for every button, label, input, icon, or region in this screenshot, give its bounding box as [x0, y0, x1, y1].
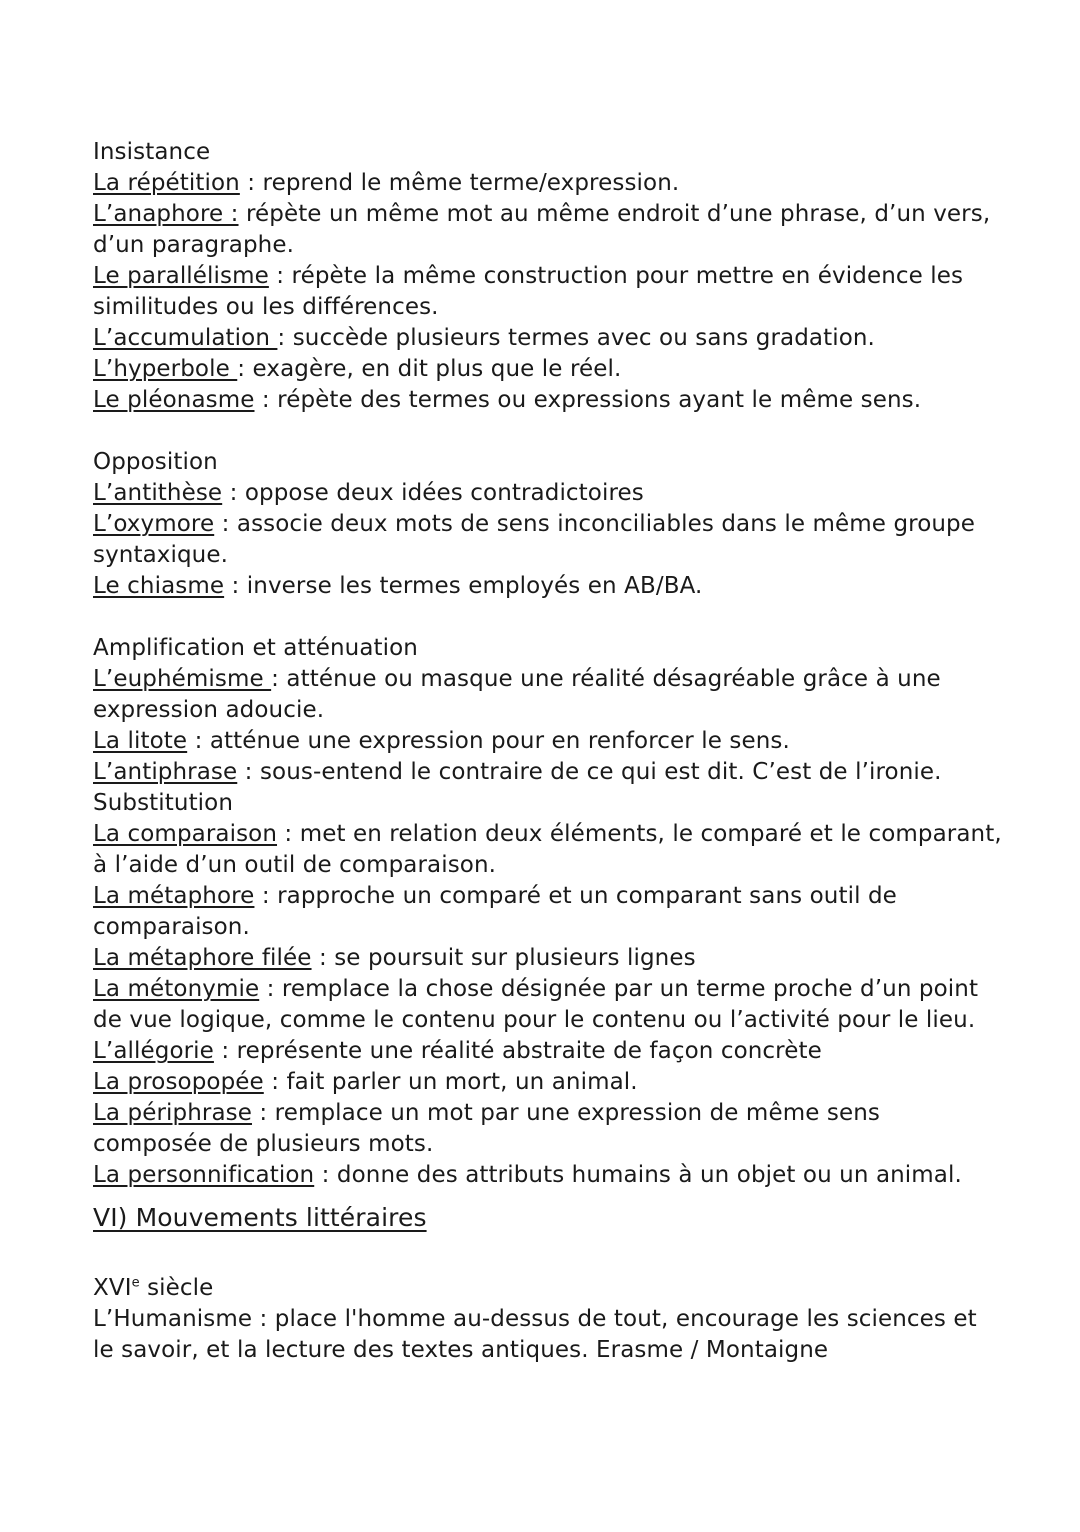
figure-definition-continued: syntaxique.	[93, 542, 229, 568]
figure-entry: L’hyperbole : exagère, en dit plus que le réel.	[93, 356, 622, 382]
figure-entry	[93, 199, 1003, 230]
figure-definition-continued: d’un paragraphe.	[93, 232, 295, 258]
figure-term: L’hyperbole	[93, 356, 238, 382]
figure-term: La métaphore filée	[93, 945, 312, 971]
figure-definition: remplace un mot par une expression de même sens	[274, 1100, 880, 1126]
figure-entry: La personnification : donne des attributs humains à un objet ou un animal.	[93, 1162, 962, 1188]
figure-term: L’accumulation	[93, 325, 278, 351]
figure-definition-continued: expression adoucie.	[93, 697, 325, 723]
figure-definition: inverse les termes employés en AB/BA.	[246, 573, 703, 599]
movement-description: L’Humanisme : place l'homme au-dessus de tout, encourage les sciences et	[93, 1306, 977, 1332]
figure-term: La personnification	[93, 1162, 315, 1188]
section-title: VI) Mouvements littéraires	[93, 1203, 427, 1232]
figure-definition: répète un même mot au même endroit d’une phrase, d’un vers,	[245, 201, 991, 227]
figure-term: L’allégorie	[93, 1038, 214, 1064]
figure-definition: atténue une expression pour en renforcer le sens.	[209, 728, 790, 754]
figure-definition: se poursuit sur plusieurs lignes	[334, 945, 696, 971]
spacer	[93, 1253, 1003, 1273]
century-heading: XVIe siècle	[93, 1275, 214, 1301]
figure-definition-continued: similitudes ou les différences.	[93, 294, 439, 320]
figure-entry: L’oxymore : associe deux mots de sens inconciliables dans le même groupe	[93, 511, 975, 537]
figure-term: Le pléonasme	[93, 387, 255, 413]
figure-entry: L’antiphrase : sous-entend le contraire de ce qui est dit. C’est de l’ironie.	[93, 759, 942, 785]
figure-definition: sous-entend le contraire de ce qui est dit. C’est de l’ironie.	[259, 759, 942, 785]
figure-entry: Le pléonasme : répète des termes ou expressions ayant le même sens.	[93, 387, 922, 413]
figure-term: L’oxymore	[93, 511, 215, 537]
figure-entry: L’antithèse : oppose deux idées contradictoires	[93, 480, 644, 506]
figure-definition: répète des termes ou expressions ayant le même sens.	[277, 387, 922, 413]
figure-entry: La répétition : reprend le même terme/expression.	[93, 170, 680, 196]
figure-entry: La métaphore : rapproche un comparé et un comparant sans outil de	[93, 883, 897, 909]
figure-definition: rapproche un comparé et un comparant sans outil de	[277, 883, 897, 909]
figure-definition: donne des attributs humains à un objet ou un animal.	[336, 1162, 962, 1188]
figure-term: La métaphore	[93, 883, 255, 909]
figure-entry: L’accumulation : succède plusieurs termes avec ou sans gradation.	[93, 325, 875, 351]
figure-definition: exagère, en dit plus que le réel.	[252, 356, 622, 382]
spacer	[93, 416, 1003, 447]
figure-definition: reprend le même terme/expression.	[262, 170, 680, 196]
figure-term: L’euphémisme	[93, 666, 272, 692]
figure-term: Le parallélisme	[93, 263, 269, 289]
figure-definition: oppose deux idées contradictoires	[244, 480, 644, 506]
figure-definition: atténue ou masque une réalité désagréable grâce à une	[286, 666, 941, 692]
figure-entry: La périphrase : remplace un mot par une expression de même sens	[93, 1100, 880, 1126]
figure-term: La métonymie	[93, 976, 260, 1002]
figure-entry: La métonymie : remplace la chose désignée par un terme proche d’un point	[93, 976, 979, 1002]
figure-definition: remplace la chose désignée par un terme proche d’un point	[281, 976, 979, 1002]
section-heading: Amplification et atténuation	[93, 635, 418, 661]
figure-term: L’antiphrase	[93, 759, 238, 785]
figure-definition: répète la même construction pour mettre en évidence les	[291, 263, 964, 289]
figure-definition: fait parler un mort, un animal.	[286, 1069, 638, 1095]
figure-term: La prosopopée	[93, 1069, 264, 1095]
figure-definition: succède plusieurs termes avec ou sans gradation.	[292, 325, 875, 351]
figure-entry: La métaphore filée : se poursuit sur plusieurs lignes	[93, 945, 696, 971]
section-heading: Substitution	[93, 790, 234, 816]
figure-definition-continued: à l’aide d’un outil de comparaison.	[93, 852, 497, 878]
figure-term: La répétition	[93, 170, 240, 196]
document-page	[93, 137, 1003, 1366]
figure-definition: met en relation deux éléments, le comparé et le comparant,	[299, 821, 1002, 847]
figure-term: La comparaison	[93, 821, 278, 847]
figure-term: Le chiasme	[93, 573, 225, 599]
figure-entry: La comparaison : met en relation deux éléments, le comparé et le comparant,	[93, 821, 1002, 847]
figure-term: L’anaphore :	[93, 201, 239, 227]
figure-term: L’antithèse	[93, 480, 223, 506]
figure-entry: Le chiasme : inverse les termes employés en AB/BA.	[93, 573, 703, 599]
figure-definition: représente une réalité abstraite de façon concrète	[236, 1038, 822, 1064]
figure-definition-continued: de vue logique, comme le contenu pour le contenu ou l’activité pour le lieu.	[93, 1007, 976, 1033]
spacer	[93, 602, 1003, 633]
figure-entry: L’allégorie : représente une réalité abstraite de façon concrète	[93, 1038, 822, 1064]
section-heading: Insistance	[93, 139, 211, 165]
spacer	[93, 1233, 1003, 1253]
figure-entry: L’euphémisme : atténue ou masque une réalité désagréable grâce à une	[93, 666, 941, 692]
section-heading: Opposition	[93, 449, 218, 475]
figure-term: La litote	[93, 728, 188, 754]
figure-term: La périphrase	[93, 1100, 252, 1126]
figure-entry: La prosopopée : fait parler un mort, un animal.	[93, 1069, 638, 1095]
figure-definition: associe deux mots de sens inconciliables dans le même groupe	[236, 511, 975, 537]
figure-entry: Le parallélisme : répète la même construction pour mettre en évidence les	[93, 263, 964, 289]
figure-definition-continued: comparaison.	[93, 914, 250, 940]
figure-entry: La litote : atténue une expression pour en renforcer le sens.	[93, 728, 790, 754]
figure-definition-continued: composée de plusieurs mots.	[93, 1131, 434, 1157]
movement-description-continued: le savoir, et la lecture des textes antiques. Erasme / Montaigne	[93, 1337, 829, 1363]
